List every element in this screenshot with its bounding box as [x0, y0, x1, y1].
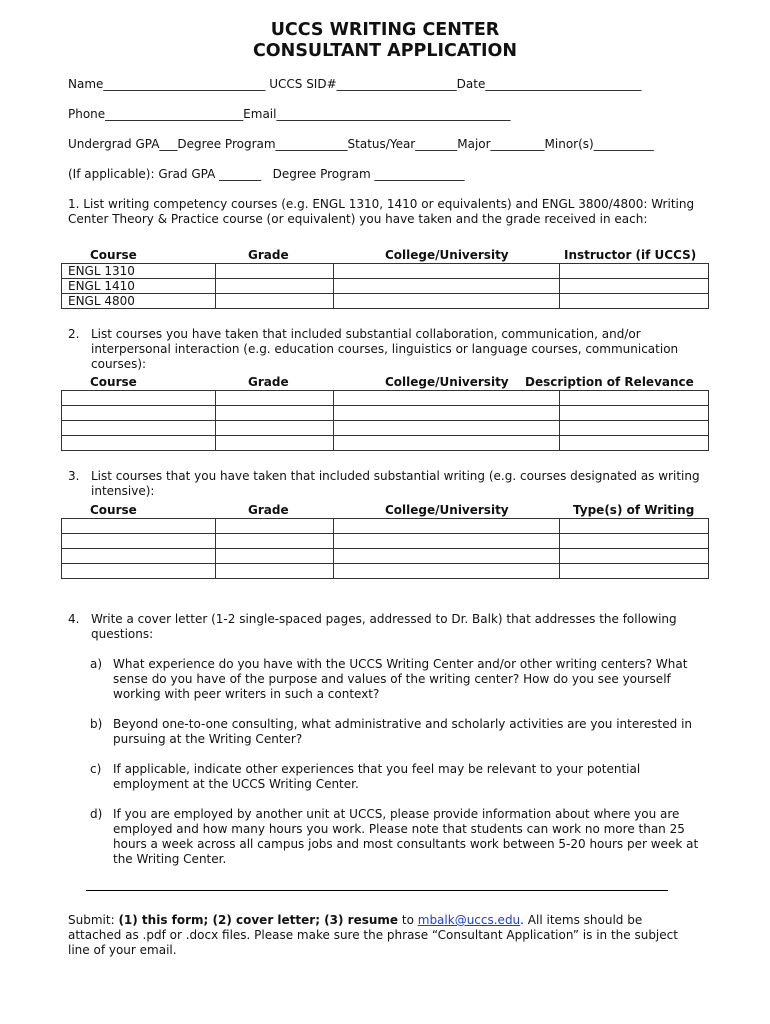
table-cell: ENGL 4800 — [62, 294, 216, 309]
table-cell[interactable] — [334, 279, 560, 294]
question-2 — [68, 327, 718, 372]
question-4b-text: Beyond one-to-one consulting, what administrative and scholarly activities are you interested in pursuing at the Writing Center? — [113, 717, 693, 746]
submit-items: (1) this form; (2) cover letter; (3) resume — [118, 913, 399, 927]
table-cell[interactable] — [334, 294, 560, 309]
q2-header-grade: Grade — [248, 375, 289, 389]
table-cell[interactable] — [560, 406, 709, 421]
table-cell[interactable] — [560, 436, 709, 451]
question-4d — [90, 807, 710, 867]
table-cell[interactable] — [62, 406, 216, 421]
table-cell[interactable] — [334, 406, 560, 421]
submit-to: to — [398, 913, 418, 927]
question-2-number: 2. — [68, 327, 80, 341]
table-cell[interactable] — [334, 549, 560, 564]
question-4b — [90, 717, 710, 747]
q2-header-relevance: Description of Relevance — [525, 375, 694, 389]
question-1-text: 1. List writing competency courses (e.g. ENGL 1310, 1410 or equivalents) and ENGL 3800/4800: Writing Center Theory & Practice course (or equivalent) you have taken and the grade received in each: — [68, 197, 695, 226]
question-4b-label: b) — [90, 717, 103, 731]
table-cell[interactable] — [334, 391, 560, 406]
question-4a-label: a) — [90, 657, 103, 671]
table-cell[interactable] — [216, 421, 334, 436]
table-row — [62, 279, 709, 294]
q3-header-grade: Grade — [248, 503, 289, 517]
table-cell[interactable] — [560, 549, 709, 564]
table-cell[interactable] — [216, 436, 334, 451]
question-4d-label: d) — [90, 807, 103, 821]
table-cell[interactable] — [62, 436, 216, 451]
question-4a-text: What experience do you have with the UCCS Writing Center and/or other writing centers? What sense do you have of the purpose and values of the writing center? How do you see yourself working with peer writers in such a context? — [113, 657, 688, 701]
question-4c-label: c) — [90, 762, 102, 776]
q1-header-grade: Grade — [248, 248, 289, 262]
table-cell[interactable] — [216, 564, 334, 579]
email-link[interactable]: mbalk@uccs.edu — [417, 913, 521, 927]
table-cell[interactable] — [216, 406, 334, 421]
question-4d-text: If you are employed by another unit at UCCS, please provide information about where you are employed and how many hours you work. Please note that students can work no more than 25 hours a week across all campus jobs and most consultants work between 5-20 hours per week at the Writing Center. — [113, 807, 699, 866]
table-cell[interactable] — [560, 391, 709, 406]
question-4-text: Write a cover letter (1-2 single-spaced pages, addressed to Dr. Balk) that addresses the following questions: — [91, 612, 677, 641]
question-3 — [68, 469, 718, 499]
table-row — [62, 534, 709, 549]
field-row-phone-email[interactable]: Phone_______________________Email_______________________________________ — [68, 107, 511, 121]
question-4a — [90, 657, 710, 702]
q1-header-college: College/University — [385, 248, 509, 262]
table-cell[interactable] — [334, 436, 560, 451]
q1-course-table — [61, 263, 709, 309]
table-cell[interactable] — [216, 391, 334, 406]
table-cell[interactable] — [560, 534, 709, 549]
field-row-undergrad[interactable]: Undergrad GPA___Degree Program____________Status/Year_______Major_________Minor(s)__________ — [68, 137, 654, 151]
table-cell[interactable] — [560, 264, 709, 279]
field-row-grad[interactable]: (If applicable): Grad GPA _______ Degree Program _______________ — [68, 167, 465, 181]
table-cell[interactable] — [560, 279, 709, 294]
question-2-text: List courses you have taken that included substantial collaboration, communication, and/or interpersonal interaction (e.g. education courses, linguistics or language courses, communication courses): — [91, 327, 679, 371]
table-cell[interactable] — [62, 391, 216, 406]
q3-header-course: Course — [90, 503, 137, 517]
table-cell[interactable] — [216, 549, 334, 564]
submit-instructions — [68, 913, 688, 958]
table-row — [62, 436, 709, 451]
q3-header-college: College/University — [385, 503, 509, 517]
title-line-1: UCCS WRITING CENTER — [270, 20, 500, 40]
question-4c — [90, 762, 710, 792]
question-3-number: 3. — [68, 469, 80, 483]
table-row — [62, 391, 709, 406]
title-line-2: CONSULTANT APPLICATION — [252, 41, 518, 61]
table-cell[interactable] — [334, 564, 560, 579]
table-cell[interactable] — [216, 519, 334, 534]
table-row — [62, 564, 709, 579]
question-4c-text: If applicable, indicate other experiences that you feel may be relevant to your potential employment at the UCCS Writing Center. — [113, 762, 641, 791]
table-cell[interactable] — [216, 534, 334, 549]
table-row — [62, 406, 709, 421]
table-cell[interactable] — [216, 294, 334, 309]
table-cell[interactable] — [334, 264, 560, 279]
table-cell[interactable] — [62, 534, 216, 549]
question-4 — [68, 612, 718, 642]
question-3-text: List courses that you have taken that included substantial writing (e.g. courses designated as writing intensive): — [91, 469, 700, 498]
table-cell[interactable] — [560, 519, 709, 534]
field-row-name-sid-date[interactable]: Name___________________________ UCCS SID#____________________Date__________________________ — [68, 77, 642, 91]
q1-header-instructor: Instructor (if UCCS) — [564, 248, 697, 262]
table-row — [62, 421, 709, 436]
table-row — [62, 294, 709, 309]
q2-course-table — [61, 390, 709, 451]
section-divider — [86, 890, 668, 891]
table-cell[interactable] — [216, 279, 334, 294]
table-cell[interactable] — [334, 519, 560, 534]
table-cell[interactable] — [560, 564, 709, 579]
q3-course-table — [61, 518, 709, 579]
table-cell[interactable] — [560, 421, 709, 436]
question-4-number: 4. — [68, 612, 80, 626]
table-cell[interactable] — [334, 421, 560, 436]
table-cell[interactable] — [560, 294, 709, 309]
table-row — [62, 264, 709, 279]
table-cell[interactable] — [62, 564, 216, 579]
table-cell: ENGL 1310 — [62, 264, 216, 279]
table-cell: ENGL 1410 — [62, 279, 216, 294]
submit-prefix: Submit: — [68, 913, 119, 927]
table-cell[interactable] — [216, 264, 334, 279]
submit-rest: . All items should be attached as .pdf or .docx files. Please make sure the phrase “Consultant Application” is in the subject line of your email. — [68, 913, 678, 957]
table-cell[interactable] — [62, 421, 216, 436]
table-row — [62, 519, 709, 534]
q1-header-course: Course — [90, 248, 137, 262]
q2-header-college: College/University — [385, 375, 509, 389]
table-cell[interactable] — [62, 519, 216, 534]
table-cell[interactable] — [62, 549, 216, 564]
table-row — [62, 549, 709, 564]
table-cell[interactable] — [334, 534, 560, 549]
q3-header-writing-type: Type(s) of Writing — [573, 503, 695, 517]
q2-header-course: Course — [90, 375, 137, 389]
